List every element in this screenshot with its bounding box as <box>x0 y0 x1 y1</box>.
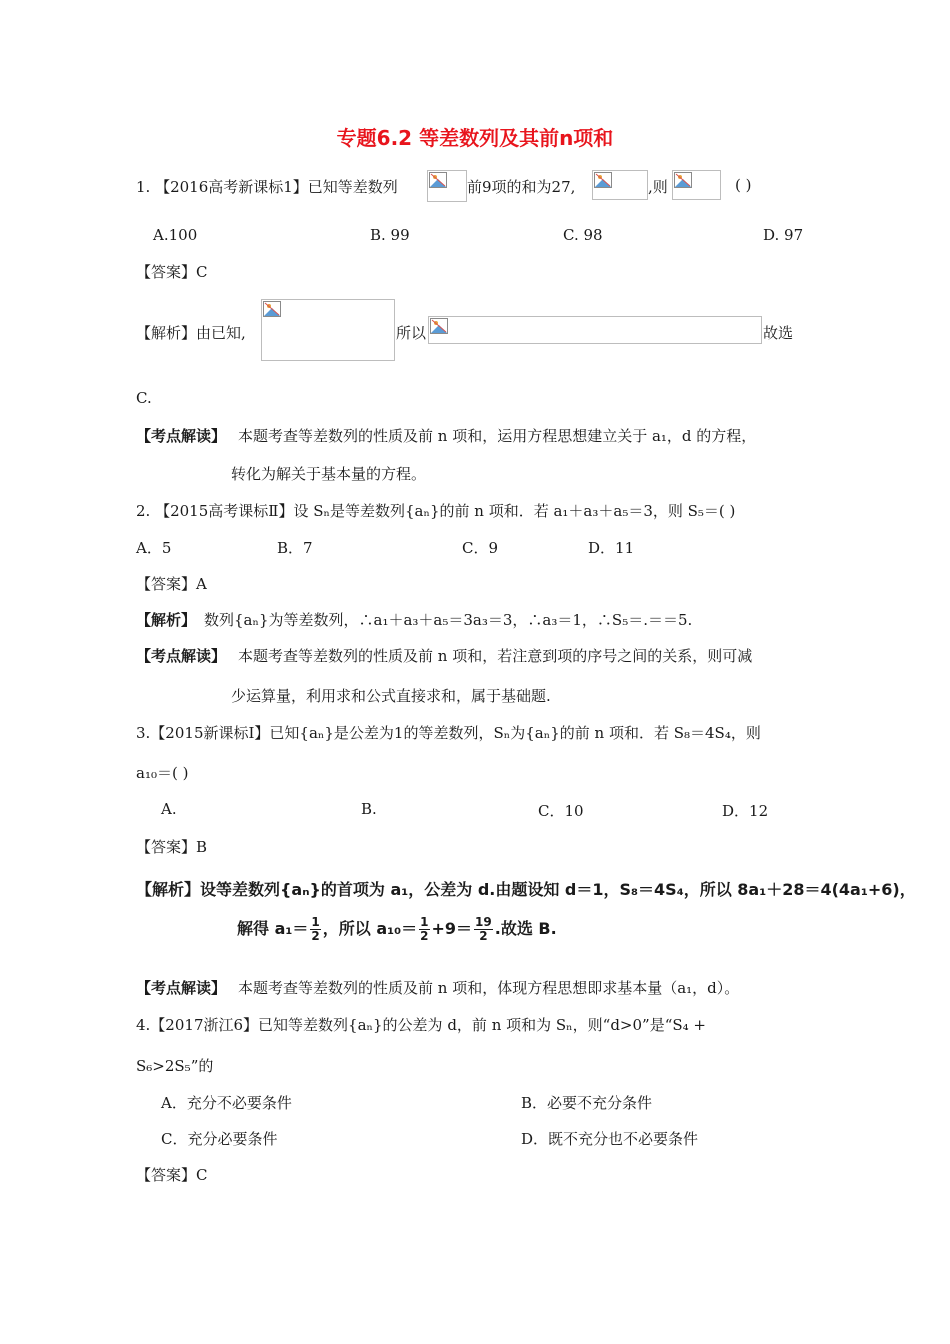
q1-option-d: D. 97 <box>763 226 804 244</box>
q1-kd-line1: 本题考查等差数列的性质及前 n 项和，运用方程思想建立关于 a₁，d 的方程， <box>238 427 757 445</box>
broken-image-icon <box>430 318 448 334</box>
q1-kd-label: 【考点解读】 <box>136 427 227 445</box>
fraction-half: $\frac{1}{2}$ <box>420 915 429 943</box>
q2-option-d: D．11 <box>588 539 635 557</box>
broken-image-icon <box>674 172 692 188</box>
q1-analysis-image-1 <box>261 299 395 361</box>
q1-formula-image-3 <box>672 170 721 200</box>
q4-option-c: C．充分必要条件 <box>161 1130 278 1148</box>
q1-analysis-image-2 <box>428 316 762 344</box>
q3-analysis-line2 <box>237 916 557 943</box>
q3-option-c: C．10 <box>538 802 584 820</box>
page-title: 专题6.2 等差数列及其前n项和 <box>336 126 614 150</box>
q2-option-a: A．5 <box>136 539 172 557</box>
q1-option-c: C. 98 <box>563 226 603 244</box>
q2-kd-label: 【考点解读】 <box>136 647 227 665</box>
q3-analysis-line2-d: .故选 B. <box>494 919 557 938</box>
q2-analysis-text: 数列{aₙ}为等差数列，∴a₁＋a₃＋a₅＝3a₃＝3，∴a₃＝1，∴S₅＝.＝＝5. <box>204 611 693 629</box>
q3-stem-line1: 3.【2015新课标Ⅰ】已知{aₙ}是公差为1的等差数列，Sₙ为{aₙ}的前 n 项和．若 S₈＝4S₄，则 <box>136 724 761 742</box>
q1-stem-c: ,则 <box>648 178 668 196</box>
broken-image-icon <box>429 172 447 188</box>
q4-stem-line2: S₆>2S₅”的 <box>136 1057 214 1075</box>
q1-analysis-end: C. <box>136 389 152 407</box>
q2-kd-line1: 本题考查等差数列的性质及前 n 项和，若注意到项的序号之间的关系，则可减 <box>238 647 753 665</box>
q1-paren: ( ) <box>735 176 752 194</box>
q2-stem: 2. 【2015高考课标Ⅱ】设 Sₙ是等差数列{aₙ}的前 n 项和．若 a₁＋a₃＋a₅＝3，则 S₅＝( ) <box>136 502 736 520</box>
q3-stem-line2: a₁₀＝( ) <box>136 764 189 782</box>
broken-image-icon <box>263 301 281 317</box>
q3-answer: 【答案】B <box>136 838 208 856</box>
q1-analysis-b: 所以 <box>396 324 427 342</box>
q2-analysis-label: 【解析】 <box>136 611 197 629</box>
q2-answer: 【答案】A <box>136 575 207 593</box>
q4-answer: 【答案】C <box>136 1166 208 1184</box>
q2-kd-line2: 少运算量，利用求和公式直接求和，属于基础题. <box>231 687 551 705</box>
q1-stem-a: 1. 【2016高考新课标1】已知等差数列 <box>136 178 398 196</box>
q1-analysis-c: 故选 <box>763 324 794 342</box>
q3-option-a: A. <box>161 800 177 818</box>
q4-stem-line1: 4.【2017浙江6】已知等差数列{aₙ}的公差为 d，前 n 项和为 Sₙ，则“d>0”是“S₄ + <box>136 1016 706 1034</box>
fraction-a10: $\frac{19}{2}$ <box>475 915 492 943</box>
q2-option-b: B．7 <box>277 539 313 557</box>
q1-formula-image-1 <box>427 170 467 202</box>
q1-formula-image-2 <box>592 170 648 200</box>
q1-analysis-a: 【解析】由已知, <box>136 324 246 342</box>
q1-kd-line2: 转化为解关于基本量的方程。 <box>231 465 427 483</box>
q3-analysis-line1: 【解析】设等差数列{aₙ}的首项为 a₁，公差为 d.由题设知 d＝1，S₈＝4S₄，所以 8a₁＋28＝4(4a₁+6)， <box>136 880 916 899</box>
q1-stem-b: 前9项的和为27, <box>467 178 576 196</box>
q3-kd-text: 本题考查等差数列的性质及前 n 项和，体现方程思想即求基本量（a₁，d）。 <box>238 979 740 997</box>
q4-option-a: A．充分不必要条件 <box>161 1094 292 1112</box>
q3-analysis-line2-c: +9＝ <box>431 919 473 938</box>
q4-option-b: B．必要不充分条件 <box>521 1094 653 1112</box>
q4-option-d: D．既不充分也不必要条件 <box>521 1130 699 1148</box>
q1-option-b: B. 99 <box>370 226 410 244</box>
q3-analysis-line2-b: ，所以 a₁₀＝ <box>322 919 418 938</box>
q1-answer: 【答案】C <box>136 263 208 281</box>
fraction-a1: $\frac{1}{2}$ <box>311 915 320 943</box>
q2-option-c: C．9 <box>462 539 499 557</box>
q3-option-d: D．12 <box>722 802 769 820</box>
q3-analysis-line2-a: 解得 a₁＝ <box>237 919 309 938</box>
broken-image-icon <box>594 172 612 188</box>
q3-option-b: B. <box>361 800 377 818</box>
q3-kd-label: 【考点解读】 <box>136 979 227 997</box>
q1-option-a: A.100 <box>153 226 198 244</box>
